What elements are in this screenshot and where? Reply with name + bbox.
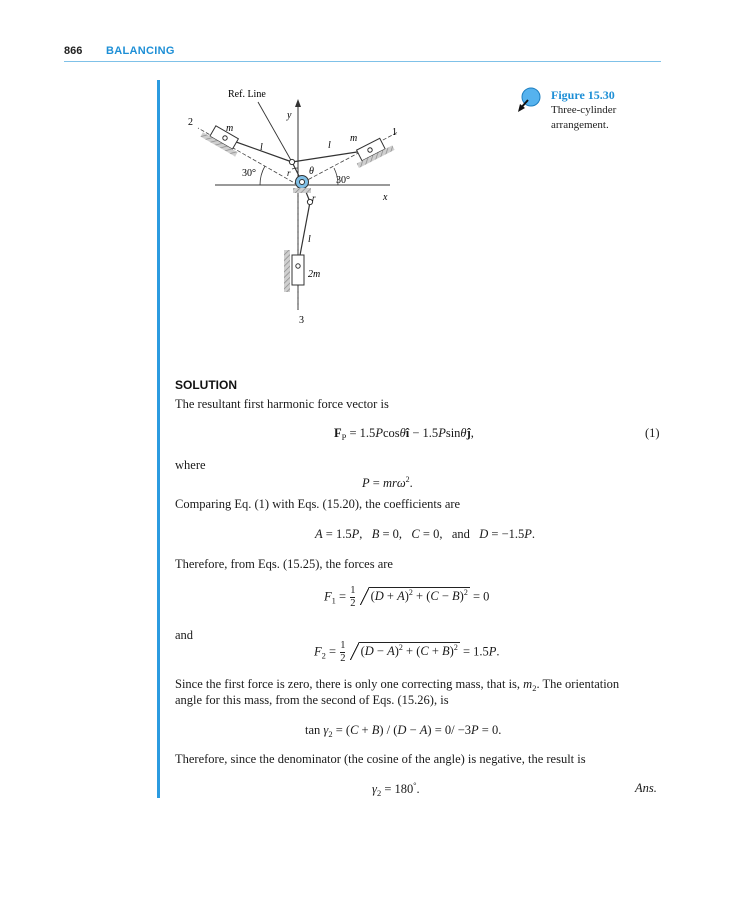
equation-number: (1)	[645, 426, 660, 440]
cylinder-3-label: 3	[299, 315, 304, 326]
figure-caption: Three-cylinder arrangement.	[551, 104, 617, 131]
crank-pin-top	[289, 159, 294, 164]
page-number: 866	[64, 45, 83, 57]
chapter-title: BALANCING	[106, 45, 175, 57]
crank-radius-bottom: r	[312, 193, 316, 203]
cylinder-1-label: 1	[392, 127, 397, 138]
angle-label-right: 30°	[336, 175, 350, 186]
equation-F1: $F_1$ = $\frac{1}{2}$ $(D + A)^2 + (C - B)^2 = 0$	[324, 585, 490, 609]
mass-right-label: m	[350, 133, 358, 144]
angle-arc-left	[260, 166, 265, 185]
cylinder-1	[351, 135, 394, 168]
figure-title: Figure 15.30	[551, 88, 615, 102]
equation-gamma-result: $\gamma_2 = 180^\circ$.	[372, 781, 420, 798]
equation-P-definition: P = mrω$^2$.	[362, 475, 413, 490]
figure-pointer-icon	[517, 87, 543, 113]
y-axis-label: y	[287, 110, 292, 121]
solution-paragraph-3: Therefore, from Eqs. (15.25), the forces are	[175, 557, 393, 571]
equation-force-vector: $F_P$ = 1.5Pcosθî − 1.5Psinθĵ,	[334, 426, 474, 442]
solution-paragraph-1: The resultant first harmonic force vector is	[175, 397, 389, 411]
rod-length-left: l	[260, 142, 263, 153]
solution-paragraph-2: Comparing Eq. (1) with Eqs. (15.20), the coefficients are	[175, 497, 461, 511]
rod-length-bottom: l	[308, 234, 311, 245]
theta-label: θ	[309, 166, 314, 177]
equation-F2: $F_2$ = $\frac{1}{2}$ $(D - A)^2 + (C + B)^2 = 1.5P$.	[314, 640, 500, 664]
mass-bottom-label: 2m	[308, 269, 321, 280]
solution-paragraph-4: Since the first force is zero, there is only one correcting mass, that is, $m_2$. The orientation	[175, 677, 620, 693]
crank-radius-left: r	[287, 168, 291, 178]
ref-line-label: Ref. Line	[228, 89, 266, 100]
sidebar-accent-bar	[157, 80, 160, 798]
solution-paragraph-4-cont: angle for this mass, from the second of Eqs. (15.26), is	[175, 693, 449, 707]
x-axis-label: x	[383, 192, 388, 203]
three-cylinder-diagram	[170, 80, 430, 330]
header-rule	[64, 61, 661, 62]
equation-coefficients: A = 1.5P, B = 0, C = 0, and D = −1.5P.	[315, 527, 536, 541]
equation-tan-gamma: $\tan \gamma_2 = (C + B) / (D - A) = 0/ -3P = 0$.	[305, 723, 502, 739]
cylinder-2	[200, 122, 243, 157]
mass-left-label: m	[226, 123, 234, 134]
where-label: where	[175, 458, 206, 472]
angle-label-left: 30°	[242, 168, 256, 179]
y-axis-arrow	[295, 99, 301, 107]
cylinder-3	[284, 250, 304, 292]
cylinder-2-label: 2	[188, 117, 193, 128]
and-label: and	[175, 628, 194, 642]
rod-length-right: l	[328, 140, 331, 151]
answer-marker: Ans.	[635, 781, 657, 795]
coef-and: and	[451, 527, 470, 541]
solution-paragraph-5: Therefore, since the denominator (the cosine of the angle) is negative, the result is	[175, 752, 586, 766]
solution-heading: SOLUTION	[175, 378, 237, 392]
